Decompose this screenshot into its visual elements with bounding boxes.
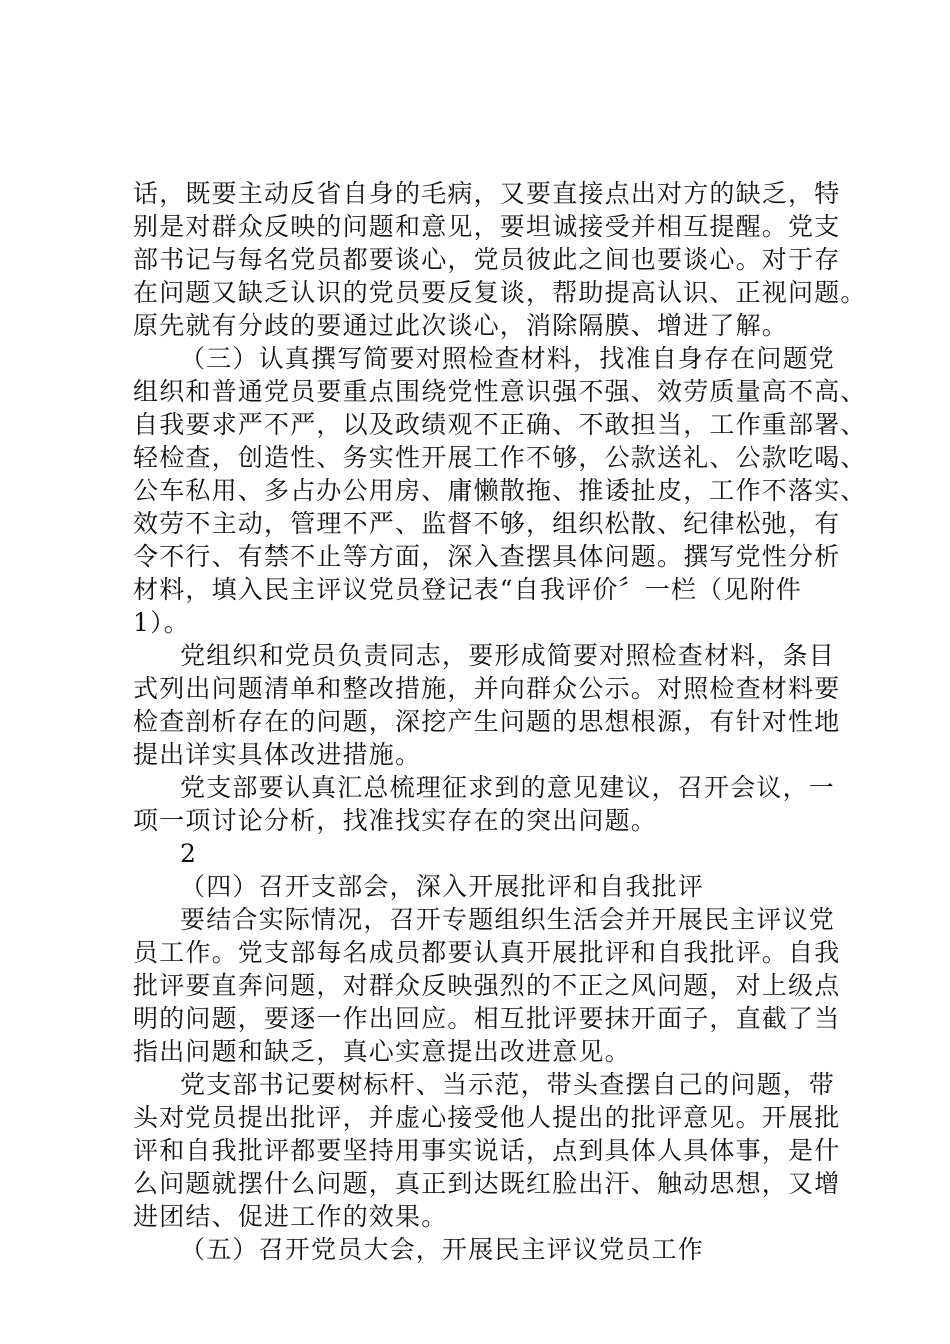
text-line: 要结合实际情况，召开专题组织生活会并开展民主评议党 — [180, 905, 836, 934]
text-line: 组织和普通党员要重点围绕党性意识强不强、效劳质量高不高、 — [133, 377, 867, 406]
section-heading-3: （三）认真撰写简要对照检查材料，找准自身存在问题党 — [180, 344, 836, 373]
text-line: 式列出问题清单和整改措施，并向群众公示。对照检查材料要 — [133, 674, 841, 703]
text-line: 进团结、促进工作的效果。 — [133, 1202, 448, 1231]
section-heading-4: （四）召开支部会，深入开展批评和自我批评 — [180, 872, 705, 901]
text-line: 明的问题，要逐一作出回应。相互批评要抹开面子，直截了当 — [133, 1004, 841, 1033]
text-line: 检查剖析存在的问题，深挖产生问题的思想根源，有针对性地 — [133, 707, 841, 736]
text-line: 别是对群众反映的问题和意见，要坦诚接受并相互提醒。党支 — [133, 212, 841, 241]
text-line: 提出详实具体改进措施。 — [133, 740, 422, 769]
text-line: 话，既要主动反省自身的毛病，又要直接点出对方的缺乏，特 — [133, 179, 841, 208]
text-line: 1）。 — [133, 608, 191, 637]
text-line: 么问题就摆什么问题，真正到达既红脸出汗、触动思想，又增 — [133, 1169, 841, 1198]
text-line: 党支部要认真汇总梳理征求到的意见建议，召开会议，一 — [180, 773, 836, 802]
text-line: 项一项讨论分析，找准找实存在的突出问题。 — [133, 806, 658, 835]
text-line: 指出问题和缺乏，真心实意提出改进意见。 — [133, 1037, 631, 1066]
text-line: 评和自我批评都要坚持用事实说话，点到具体人具体事，是什 — [133, 1136, 841, 1165]
text-line: 材料，填入民主评议党员登记表“自我评价〞一栏（见附件 — [133, 575, 802, 604]
section-heading-5: （五）召开党员大会，开展民主评议党员工作 — [180, 1235, 705, 1264]
text-line: 公车私用、多占办公用房、庸懒散拖、推诿扯皮，工作不落实、 — [133, 476, 867, 505]
text-line: 在问题又缺乏认识的党员要反复谈，帮助提高认识、正视问题。 — [133, 278, 867, 307]
text-line: 令不行、有禁不止等方面，深入查摆具体问题。撰写党性分析 — [133, 542, 841, 571]
text-line: 党支部书记要树标杆、当示范，带头查摆自己的问题，带 — [180, 1070, 836, 1099]
text-line: 轻检查，创造性、务实性开展工作不够，公款送礼、公款吃喝、 — [133, 443, 867, 472]
text-line: 原先就有分歧的要通过此次谈心，消除隔膜、增进了解。 — [133, 311, 789, 340]
text-line: 党组织和党员负责同志，要形成简要对照检查材料，条目 — [180, 641, 836, 670]
text-line: 效劳不主动，管理不严、监督不够，组织松散、纪律松弛，有 — [133, 509, 841, 538]
text-line: 自我要求严不严，以及政绩观不正确、不敢担当，工作重部署、 — [133, 410, 867, 439]
text-line: 头对党员提出批评，并虚心接受他人提出的批评意见。开展批 — [133, 1103, 841, 1132]
text-line: 员工作。党支部每名成员都要认真开展批评和自我批评。自我 — [133, 938, 841, 967]
page-number: 2 — [180, 839, 198, 868]
text-line: 批评要直奔问题，对群众反映强烈的不正之风问题，对上级点 — [133, 971, 841, 1000]
text-line: 部书记与每名党员都要谈心，党员彼此之间也要谈心。对于存 — [133, 245, 841, 274]
